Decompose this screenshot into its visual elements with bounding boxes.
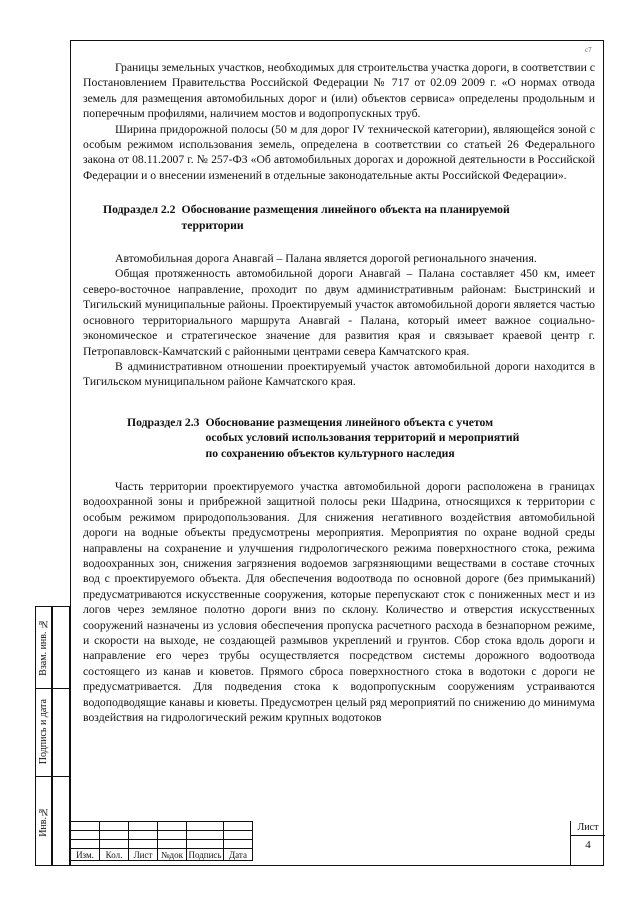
paragraph-roadside-strip: Ширина придорожной полосы (50 м для дорог IV технической категории), являющейся зоной с особым режимом использования земель, определена в соответствии со статьей 26 Федерального закона от 08.11.2007 г. № 257-ФЗ «Об автомобильных дорогах и дорожной деятельности в Российской Федерации и о внесении изменений в отдельные законодательные акты Российской Федерации». — [83, 122, 595, 182]
paragraph-water-protection: Часть территории проектируемого участка автомобильной дороги расположена в границах водоохранной зоны и прибрежной защитной полосы реки Шадрина, относящихся к территории с особым режимом природопользования. Для снижения негативного воздействия автомобильной дороги на водные объекты предусмотрены мероприятия. Мероприятия по охране водной среды направлены на сохранение и улучшения гидрологического режима поверхностного стока, режима водоохранных зон, снижения загрязнения водоемов загрязняющими веществами в составе сточных вод с проектируемого объекта. Для обеспечения водоотвода по основной дороге (без примыканий) предусматриваются искусственные сооружения, которые перепускают сток с пониженных мест и из логов через земляное полотно дороги вниз по склону. Количество и отверстия искусственных сооружений назначены из условия обеспечения пропуска расчетного расхода в безнапорном режиме, и скорости на выходе, не создающей размывов укреплений и грунтов. Сбор стока вдоль дороги и направление его через трубы осуществляется посредством системы дорожного водоотвода состоящего из канав и кюветов. Прямого сброса поверхностного стока в водотоки с дороги не предусматривается. Для подведения стока к водопропускным сооружениям устраиваются водоподводящие канавы и кюветы. Предусмотрен целый ряд мероприятий по снижению до минимума воздействия на гидрологический режим крупных водотоков — [83, 479, 595, 725]
col-sheet: Лист — [129, 849, 158, 861]
section-number: Подраздел 2.3 — [127, 415, 200, 429]
side-stamp — [35, 606, 70, 866]
sheet-label: Лист — [571, 821, 605, 836]
col-signature: Подпись — [188, 849, 222, 860]
inventory-number-label: Инв.№ — [38, 805, 49, 837]
replacement-inv-label: Взам. инв. № — [38, 618, 49, 676]
col-doc-number: №док — [158, 849, 187, 861]
section-heading-2-3 — [127, 415, 595, 461]
corner-mark: c7 — [585, 46, 592, 54]
sheet-number: 4 — [585, 839, 591, 851]
document-body — [83, 60, 595, 725]
section-number: Подраздел 2.2 — [103, 203, 176, 217]
title-block — [70, 821, 604, 866]
section-title: Обоснование размещения линейного объекта на планируемой территории — [181, 203, 510, 232]
paragraph-land-boundaries: Границы земельных участков, необходимых для строительства участка дороги, в соответствии с Постановлением Правительства Российской Федерации № 717 от 02.09 2009 г. «О нормах отвода земель для размещения автомобильных дорог и (или) объектов сервиса» определены продольным и поперечным профилями, наличием мостов и водопропускных труб. — [83, 61, 595, 121]
signature-date-label: Подпись и дата — [38, 699, 49, 765]
paragraph-admin-location: В административном отношении проектируемый участок автомобильной дороги находится в Тигильском муниципальном районе Камчатского края. — [83, 359, 595, 389]
paragraph-road-length: Общая протяженность автомобильной дороги Анавгай – Палана составляет 450 км, имеет северо-восточное направление, проходит по двум административным районам: Быстринский и Тигильский муниципальные районы. Проектируемый участок автомобильной дороги является частью основного территориального маршрута Анавгай - Палана, который имеет важное социально-экономическое и стратегическое значение для развития края и связывает краевой центр г. Петропавловск-Камчатский с районными центрами севера Камчатского края. — [83, 267, 595, 358]
section-heading-2-2 — [103, 202, 595, 233]
col-change: Изм. — [71, 849, 100, 861]
paragraph-road-intro: Автомобильная дорога Анавгай – Палана является дорогой регионального значения. — [115, 252, 537, 266]
section-title: Обоснование размещения линейного объекта с учетом особых условий использования территорий и мероприятий по сохранению объектов культурного наследия — [205, 415, 520, 460]
sheet-box — [570, 821, 605, 866]
col-date: Дата — [224, 849, 253, 861]
col-quantity: Кол. — [100, 849, 129, 861]
